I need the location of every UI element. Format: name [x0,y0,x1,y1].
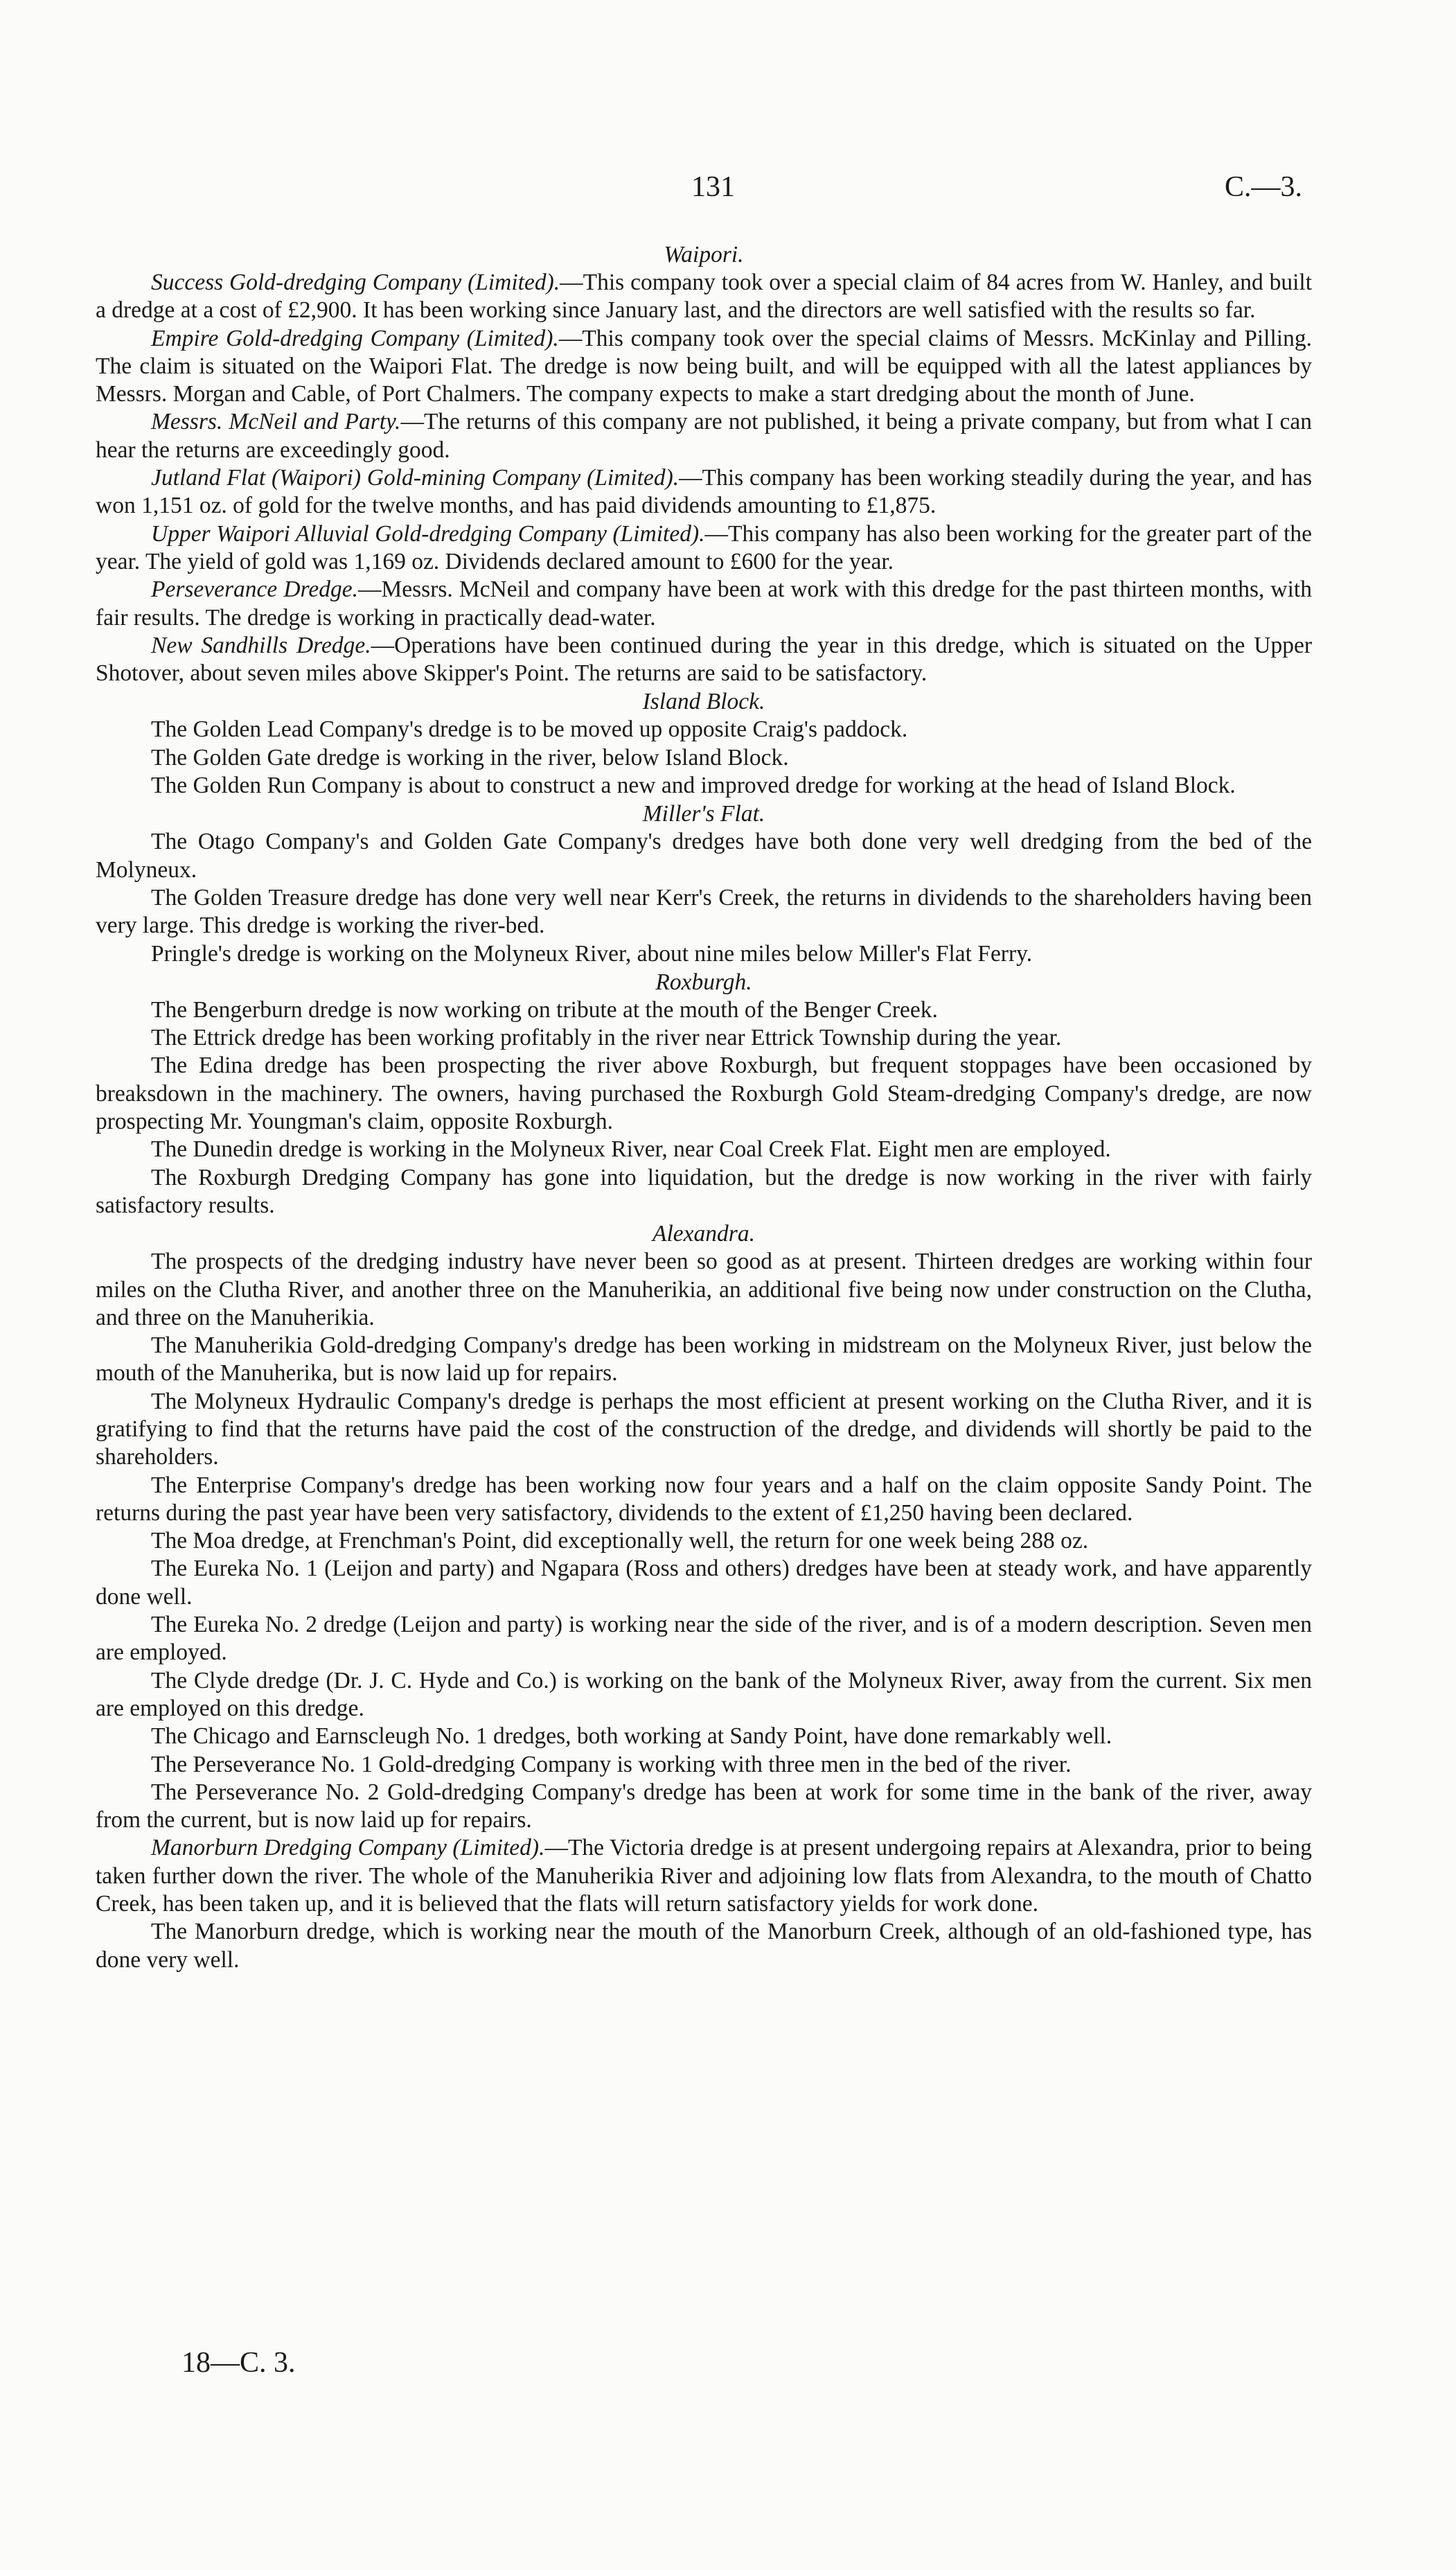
paragraph-text: The Golden Run Company is about to construct a new and improved dredge for working at the head of Island Block. [151,773,1236,799]
paragraph-text: The Chicago and Earnscleugh No. 1 dredges, both working at Sandy Point, have done remarkably well. [151,1723,1112,1750]
paragraph-text: —Operations have been continued during the year in this dredge, which is situated on the Upper Shotover, about seven miles above Skipper's Point. The returns are said to be satisfactory. [96,632,1312,687]
paragraph-text: —Messrs. McNeil and company have been at work with this dredge for the past thirteen months, with fair results. The dredge is working in practically dead-water. [96,577,1312,631]
paragraph-text: The Golden Treasure dredge has done very well near Kerr's Creek, the returns in dividends to the shareholders having been very large. This dredge is working the river-bed. [96,884,1312,939]
paragraph-text: —The returns of this company are not published, it being a private company, but from what I can hear the returns are exceedingly good. [96,409,1312,463]
paragraph [96,1052,1312,1136]
section [96,240,1312,687]
paragraph-text: The Perseverance No. 2 Gold-dredging Company's dredge has been at work for some time in the bank of the river, away from the current, but is now laid up for repairs. [96,1779,1312,1833]
section-heading: Waipori. [664,242,744,267]
paragraph [96,744,1312,772]
printer-signature: 18—C. 3. [181,2347,296,2379]
company-name: Messrs. McNeil and Party. [151,409,401,435]
paragraph [96,1834,1312,1918]
paragraph-text: The Eureka No. 2 dredge (Leijon and party) is working near the side of the river, and is of a modern description. Seven men are employed. [96,1612,1312,1666]
paragraph-text: The Manuherikia Gold-dredging Company's dredge has been working in midstream on the Molyneux River, just below the mouth of the Manuherika, but is now laid up for repairs. [96,1332,1312,1387]
paragraph-text: The Golden Gate dredge is working in the river, below Island Block. [151,744,789,771]
paragraph [96,1472,1312,1528]
section-heading: Roxburgh. [655,969,752,995]
paragraph [96,1388,1312,1472]
paragraph [96,1332,1312,1388]
company-name: Jutland Flat (Waipori) Gold-mining Company (Limited). [151,465,680,491]
company-name: New Sandhills Dredge. [151,632,371,658]
paragraph [96,1611,1312,1667]
paragraph-text: —The Victoria dredge is at present undergoing repairs at Alexandra, prior to being taken further down the river. The whole of the Manuherikia River and adjoining low flats from Alexandra, to the mouth of Chatto Creek, has been taken up, and it is believed that the flats will return satisfactory yields for work done. [96,1835,1312,1917]
paragraph-text: The Otago Company's and Golden Gate Company's dredges have both done very well dredging from the bed of the Molyneux. [96,829,1312,883]
paragraph-text: The Moa dredge, at Frenchman's Point, did exceptionally well, the return for one week being 288 oz. [151,1528,1089,1554]
paragraph [96,884,1312,940]
company-name: Perseverance Dredge. [151,577,358,603]
paragraph [96,1723,1312,1750]
paragraph-text: The Golden Lead Company's dredge is to be moved up opposite Craig's paddock. [151,716,908,743]
section [96,800,1312,967]
paragraph [96,632,1312,688]
paragraph [96,828,1312,884]
section-heading: Alexandra. [652,1221,755,1247]
company-name: Upper Waipori Alluvial Gold-dredging Company (Limited). [151,520,705,547]
paragraph [96,1555,1312,1611]
paragraph [96,1164,1312,1220]
paragraph [96,1667,1312,1723]
section [96,968,1312,1220]
paragraph-text: The Ettrick dredge has been working profitably in the river near Ettrick Township during the year. [151,1025,1062,1051]
paragraph [96,576,1312,632]
paragraph-text: The Enterprise Company's dredge has been working now four years and a half on the claim opposite Sandy Point. The returns during the past year have been very satisfactory, dividends to the extent of £1,250 having been declared. [96,1472,1312,1526]
section-heading: Island Block. [642,689,765,715]
paragraph-text: The Roxburgh Dredging Company has gone into liquidation, but the dredge is now working in the river with fairly satisfactory results. [96,1164,1312,1218]
paragraph [96,1527,1312,1555]
paragraph [96,1136,1312,1163]
paragraph-text: —This company took over a special claim of 84 acres from W. Hanley, and built a dredge at a cost of £2,900. It has been working since January last, and the directors are well satisfied with the results so far. [96,270,1313,324]
paragraph [96,520,1312,577]
paragraph [96,996,1312,1024]
paragraph-text: The Eureka No. 1 (Leijon and party) and Ngapara (Ross and others) dredges have been at steady work, and have apparently done well. [96,1556,1312,1610]
paragraph-text: The Clyde dredge (Dr. J. C. Hyde and Co.) is working on the bank of the Molyneux River, away from the current. Six men are employed on this dredge. [96,1667,1312,1721]
paragraph [96,1779,1312,1835]
paragraph-text: The Dunedin dredge is working in the Molyneux River, near Coal Creek Flat. Eight men are employed. [151,1136,1111,1163]
paragraph [96,1751,1312,1779]
section-heading: Miller's Flat. [642,801,765,827]
paragraph [96,1248,1312,1332]
paragraph-text: —This company has been working steadily during the year, and has won 1,151 oz. of gold for the twelve months, and has paid dividends amounting to £1,875. [96,465,1312,519]
paragraph-text: The Perseverance No. 1 Gold-dredging Company is working with three men in the bed of the river. [151,1751,1072,1777]
paragraph-text: The Manorburn dredge, which is working near the mouth of the Manorburn Creek, although of an old-fashioned type, has done very well. [96,1919,1312,1973]
paragraph [96,408,1312,464]
document-reference: C.—3. [1225,171,1303,203]
paragraph-text: —This company has also been working for the greater part of the year. The yield of gold was 1,169 oz. Dividends declared amount to £600 for the year. [96,520,1313,574]
paragraph [96,716,1312,743]
paragraph [96,1918,1312,1974]
paragraph [96,940,1312,968]
section [96,1220,1312,1974]
paragraph [96,269,1312,325]
paragraph-text: —This company took over the special claims of Messrs. McKinlay and Pilling. The claim is situated on the Waipori Flat. The dredge is now being built, and will be equipped with all the latest appliances by Messrs. Morgan and Cable, of Port Chalmers. The company expects to make a start dredging about the month of June. [96,325,1312,407]
document-body [96,240,1312,1974]
paragraph-text: The Bengerburn dredge is now working on tribute at the mouth of the Benger Creek. [151,996,938,1023]
paragraph [96,772,1312,800]
paragraph-text: Pringle's dredge is working on the Molyneux River, about nine miles below Miller's Flat Ferry. [151,940,1033,967]
company-name: Empire Gold-dredging Company (Limited). [151,325,559,351]
paragraph-text: The prospects of the dredging industry have never been so good as at present. Thirteen dredges are working within four miles on the Clutha River, and another three on the Manuherikia, an additional five being now under construction on the Clutha, and three on the Manuherikia. [96,1249,1312,1330]
company-name: Manorburn Dredging Company (Limited). [151,1835,545,1861]
paragraph [96,325,1312,409]
section [96,687,1312,800]
company-name: Success Gold-dredging Company (Limited). [151,270,560,295]
paragraph-text: The Molyneux Hydraulic Company's dredge is perhaps the most efficient at present working on the Clutha River, and it is gratifying to find that the returns have paid the cost of the construction of the dredge, and dividends will shortly be paid to the shareholders. [96,1388,1312,1470]
page-header [0,173,1456,209]
page-number: 131 [691,171,735,203]
paragraph [96,1024,1312,1052]
paragraph-text: The Edina dredge has been prospecting the river above Roxburgh, but frequent stoppages have been occasioned by breaksdown in the machinery. The owners, having purchased the Roxburgh Gold Steam-dredging Company's dredge, are now prospecting Mr. Youngman's claim, opposite Roxburgh. [96,1053,1312,1135]
paragraph [96,464,1312,520]
